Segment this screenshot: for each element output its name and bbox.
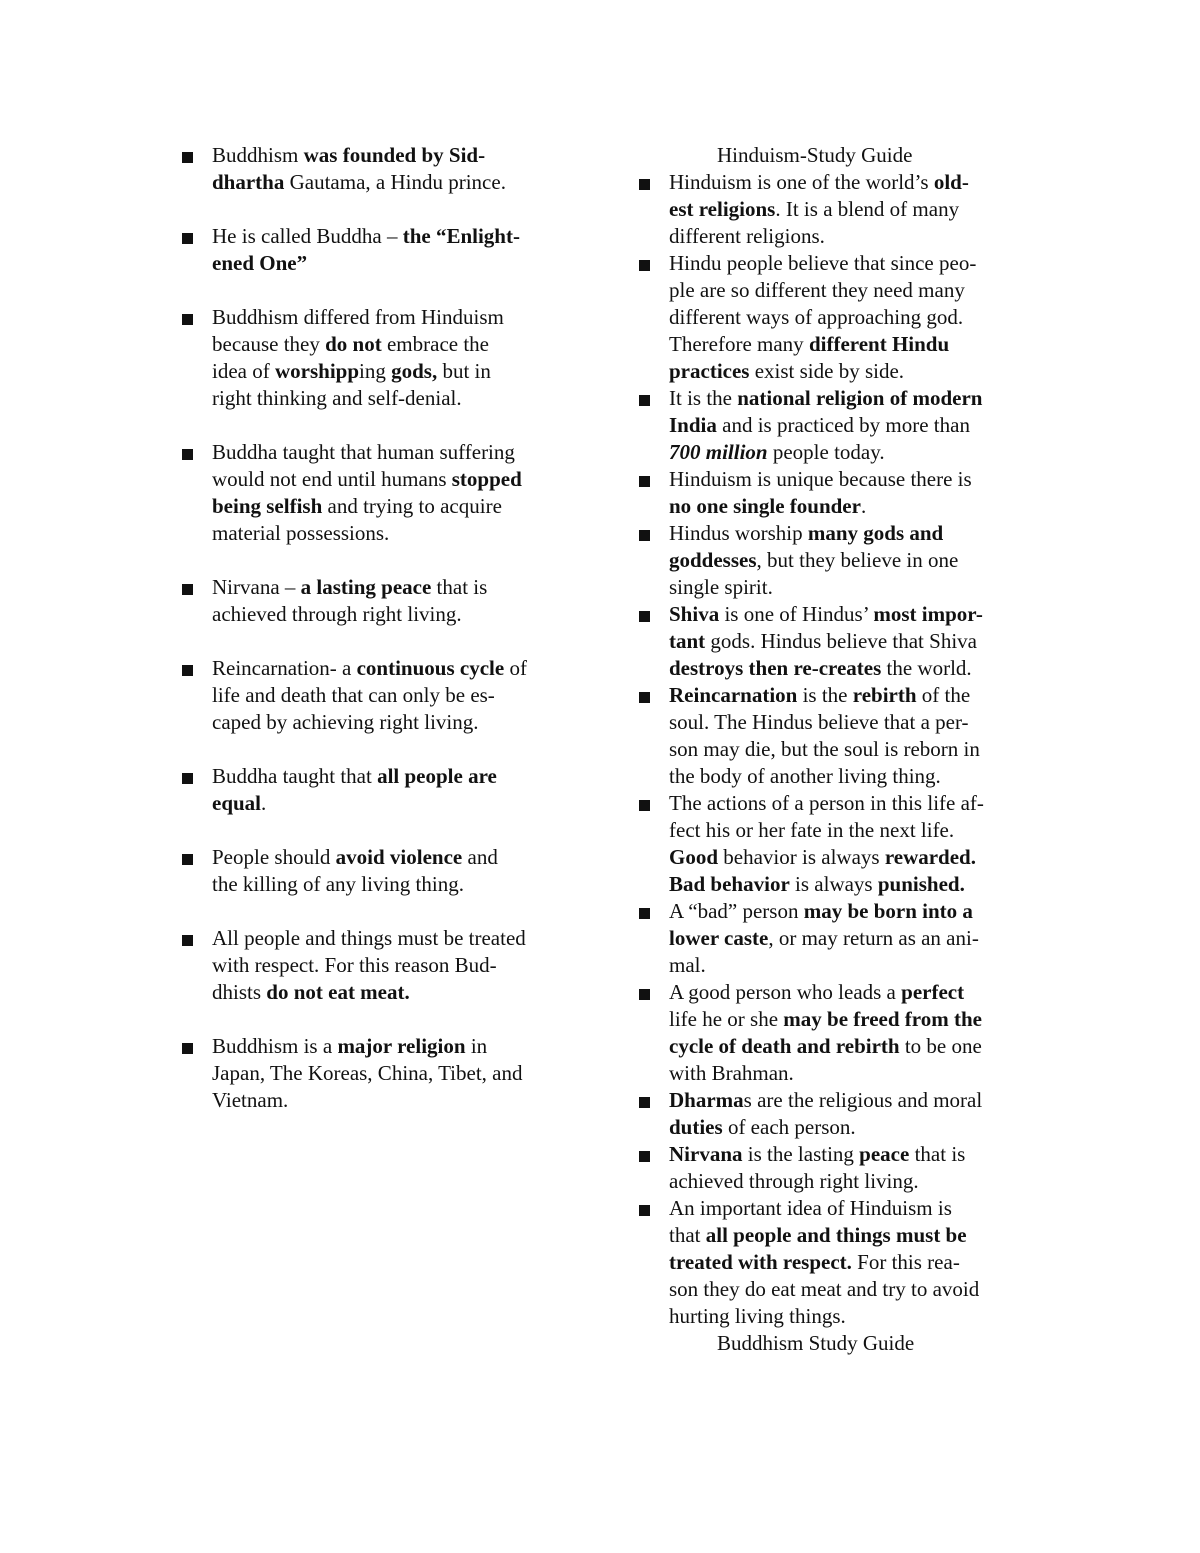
list-item-text [669,682,1037,790]
text-segment: no one single founder [669,494,861,518]
buddhism-heading: Buddhism Study Guide [717,1331,915,1355]
text-segment: that is [909,1142,966,1166]
text-segment: of the [916,683,971,707]
text-segment: the “Enlight- [402,224,520,248]
text-segment: dhists [212,980,267,1004]
text-segment: Hindu people believe that since peo- [669,251,977,275]
buddhism-column [180,142,600,1141]
text-segment: but in [437,359,491,383]
text-segment: Vietnam. [212,1088,289,1112]
text-segment: dhartha [212,170,285,194]
square-bullet-icon [182,854,193,865]
text-segment: Reincarnation [669,683,798,707]
text-segment: An important idea of Hinduism is [669,1196,952,1220]
text-segment: different Hindu [808,332,950,356]
text-segment: single spirit. [669,575,773,599]
list-item-text [669,466,1037,520]
square-bullet-icon [639,989,650,1000]
text-segment: lower caste [669,926,769,950]
square-bullet-icon [639,260,650,271]
square-bullet-icon [639,1151,650,1162]
text-segment: national religion of modern [737,386,983,410]
text-segment: all people are [377,764,497,788]
list-item [180,655,600,736]
text-segment: to be one [899,1034,982,1058]
text-segment: caped by achieving right living. [212,710,479,734]
list-item [180,1033,600,1114]
text-segment: right thinking and self-denial. [212,386,462,410]
text-segment: destroys then re-creates [669,656,882,680]
text-segment: because they [212,332,326,356]
list-item-text [212,763,600,817]
text-segment: goddesses [669,548,757,572]
text-segment: . [261,791,267,815]
text-segment: is always [789,872,878,896]
text-segment: and is practiced by more than [716,413,970,437]
square-bullet-icon [182,935,193,946]
square-bullet-icon [639,908,650,919]
text-segment: do not [325,332,382,356]
list-item-text [669,790,1037,898]
list-item [180,304,600,412]
text-segment: People should [212,845,336,869]
text-segment: Bad behavior [669,872,790,896]
list-item [180,223,600,277]
text-segment: s are the religious and moral [743,1088,983,1112]
text-segment: practices [669,359,750,383]
text-segment: cycle of death and rebirth [669,1034,900,1058]
text-segment: different religions. [669,224,825,248]
text-segment: is the lasting [742,1142,860,1166]
square-bullet-icon [639,1205,650,1216]
text-segment: Shiva [669,602,720,626]
text-segment: Good [669,845,719,869]
text-segment: For this rea- [851,1250,960,1274]
square-bullet-icon [639,179,650,190]
text-segment: Nirvana [669,1142,743,1166]
text-segment: life he or she [669,1007,784,1031]
text-segment: est religions [669,197,776,221]
list-item-text [669,1141,1037,1195]
list-item-text [669,1087,1037,1141]
list-item-text [669,898,1037,979]
text-segment: , or may return as an ani- [768,926,979,950]
text-segment: the body of another living thing. [669,764,941,788]
text-segment: Buddha taught that human suffering [212,440,515,464]
text-segment: the world. [881,656,972,680]
list-item [637,1195,1037,1330]
square-bullet-icon [639,1097,650,1108]
text-segment: ened One” [212,251,308,275]
list-item-text [212,574,600,628]
list-item [637,898,1037,979]
list-item [637,466,1037,520]
text-segment: Buddhism differed from Hinduism [212,305,504,329]
text-segment: is the [797,683,853,707]
text-segment: son may die, but the soul is reborn in [669,737,980,761]
text-segment: Buddhism is a [212,1034,338,1058]
text-segment: the killing of any living thing. [212,872,464,896]
list-item [180,574,600,628]
text-segment: Hindus worship [669,521,808,545]
text-segment: with respect. For this reason Bud- [212,953,497,977]
square-bullet-icon [182,314,193,325]
square-bullet-icon [182,665,193,676]
text-segment: material possessions. [212,521,390,545]
text-segment: old- [933,170,969,194]
list-item-text [669,979,1037,1087]
text-segment: Japan, The Koreas, China, Tibet, and [212,1061,523,1085]
text-segment: . [860,494,867,518]
text-segment: A “bad” person [669,899,804,923]
text-segment: gods. Hindus believe that Shiva [705,629,977,653]
text-segment: achieved through right living. [669,1169,919,1193]
text-segment: exist side by side. [749,359,905,383]
text-segment: was founded by Sid- [303,143,486,167]
text-segment: hurting living things. [669,1304,846,1328]
list-item [180,439,600,547]
text-segment: Buddhism [212,143,304,167]
text-segment: stopped [451,467,522,491]
text-segment: being selfish [212,494,323,518]
square-bullet-icon [639,692,650,703]
text-segment: would not end until humans [212,467,452,491]
text-segment: behavior is always [718,845,885,869]
text-segment: most impor- [873,602,983,626]
text-segment: of each person. [722,1115,856,1139]
hinduism-column [637,142,1037,1357]
text-segment: tant [669,629,706,653]
text-segment: continuous cycle [356,656,505,680]
square-bullet-icon [639,395,650,406]
text-segment: Hinduism is one of the world’s [669,170,934,194]
text-segment: . It is a blend of many [775,197,960,221]
square-bullet-icon [639,611,650,622]
square-bullet-icon [182,1043,193,1054]
list-item-text [212,1033,600,1114]
text-segment: ing [359,359,392,383]
text-segment: of [504,656,527,680]
list-item [637,682,1037,790]
list-item [637,385,1037,466]
text-segment: different ways of approaching god. [669,305,964,329]
list-item-text [669,520,1037,601]
square-bullet-icon [182,773,193,784]
text-segment: fect his or her fate in the next life. [669,818,955,842]
text-segment: achieved through right living. [212,602,462,626]
square-bullet-icon [639,476,650,487]
text-segment: punished. [877,872,965,896]
text-segment: He is called Buddha – [212,224,403,248]
square-bullet-icon [639,530,650,541]
hinduism-list [637,169,1037,1330]
text-segment: major religion [337,1034,466,1058]
list-item-text [212,925,600,1006]
text-segment: It is the [669,386,738,410]
square-bullet-icon [182,584,193,595]
text-segment: Reincarnation- a [212,656,357,680]
text-segment: and trying to acquire [322,494,502,518]
square-bullet-icon [182,152,193,163]
list-item [180,142,600,196]
list-item [637,601,1037,682]
list-item [180,925,600,1006]
list-item-text [669,169,1037,250]
text-segment: life and death that can only be es- [212,683,495,707]
text-segment: and [462,845,498,869]
text-segment: worshipp [274,359,360,383]
text-segment: equal [212,791,262,815]
text-segment: A good person who leads a [669,980,902,1004]
list-item [637,520,1037,601]
text-segment: in [465,1034,488,1058]
list-item [180,844,600,898]
text-segment: rebirth [852,683,917,707]
list-item-text [669,250,1037,385]
text-segment: with Brahman. [669,1061,794,1085]
list-item-text [212,304,600,412]
text-segment: embrace the [381,332,490,356]
text-segment: that is [431,575,488,599]
list-item-text [669,601,1037,682]
text-segment: Dharma [669,1088,744,1112]
text-segment: treated with respect. [669,1250,852,1274]
list-item-text [669,1195,1037,1330]
text-segment: Hinduism is unique because there is [669,467,972,491]
text-segment: avoid violence [335,845,463,869]
text-segment: may be freed from the [783,1007,982,1031]
list-item [637,979,1037,1087]
list-item-text [669,385,1037,466]
text-segment: All people and things must be treated [212,926,526,950]
text-segment: , but they believe in one [756,548,959,572]
list-item-text [212,844,600,898]
text-segment: may be born into a [803,899,973,923]
text-segment: do not eat meat. [266,980,410,1004]
text-segment: rewarded. [884,845,976,869]
text-segment: is one of Hindus’ [719,602,874,626]
list-item [637,790,1037,898]
text-segment: Gautama, a Hindu prince. [284,170,506,194]
text-segment: ple are so different they need many [669,278,965,302]
square-bullet-icon [182,449,193,460]
text-segment: Therefore many [669,332,809,356]
text-segment: perfect [901,980,965,1004]
list-item [637,250,1037,385]
list-item [637,1087,1037,1141]
list-item-text [212,223,600,277]
text-segment: idea of [212,359,275,383]
text-segment: duties [669,1115,723,1139]
text-segment: that [669,1223,706,1247]
text-segment: many gods and [807,521,944,545]
text-segment: people today. [767,440,885,464]
text-segment: soul. The Hindus believe that a per- [669,710,969,734]
square-bullet-icon [182,233,193,244]
text-segment: son they do eat meat and try to avoid [669,1277,980,1301]
list-item-text [212,142,600,196]
text-segment: Nirvana – [212,575,301,599]
text-segment: all people and things must be [705,1223,967,1247]
list-item-text [212,439,600,547]
hinduism-heading: Hinduism-Study Guide [717,143,913,167]
list-item [637,169,1037,250]
square-bullet-icon [639,800,650,811]
text-segment: The actions of a person in this life af- [669,791,984,815]
text-segment: a lasting peace [300,575,432,599]
text-segment: peace [859,1142,910,1166]
text-segment: Buddha taught that [212,764,378,788]
list-item-text [212,655,600,736]
list-item [180,763,600,817]
text-segment: gods, [391,359,438,383]
text-segment: 700 million [669,440,768,464]
text-segment: India [669,413,717,437]
text-segment: mal. [669,953,706,977]
list-item [637,1141,1037,1195]
